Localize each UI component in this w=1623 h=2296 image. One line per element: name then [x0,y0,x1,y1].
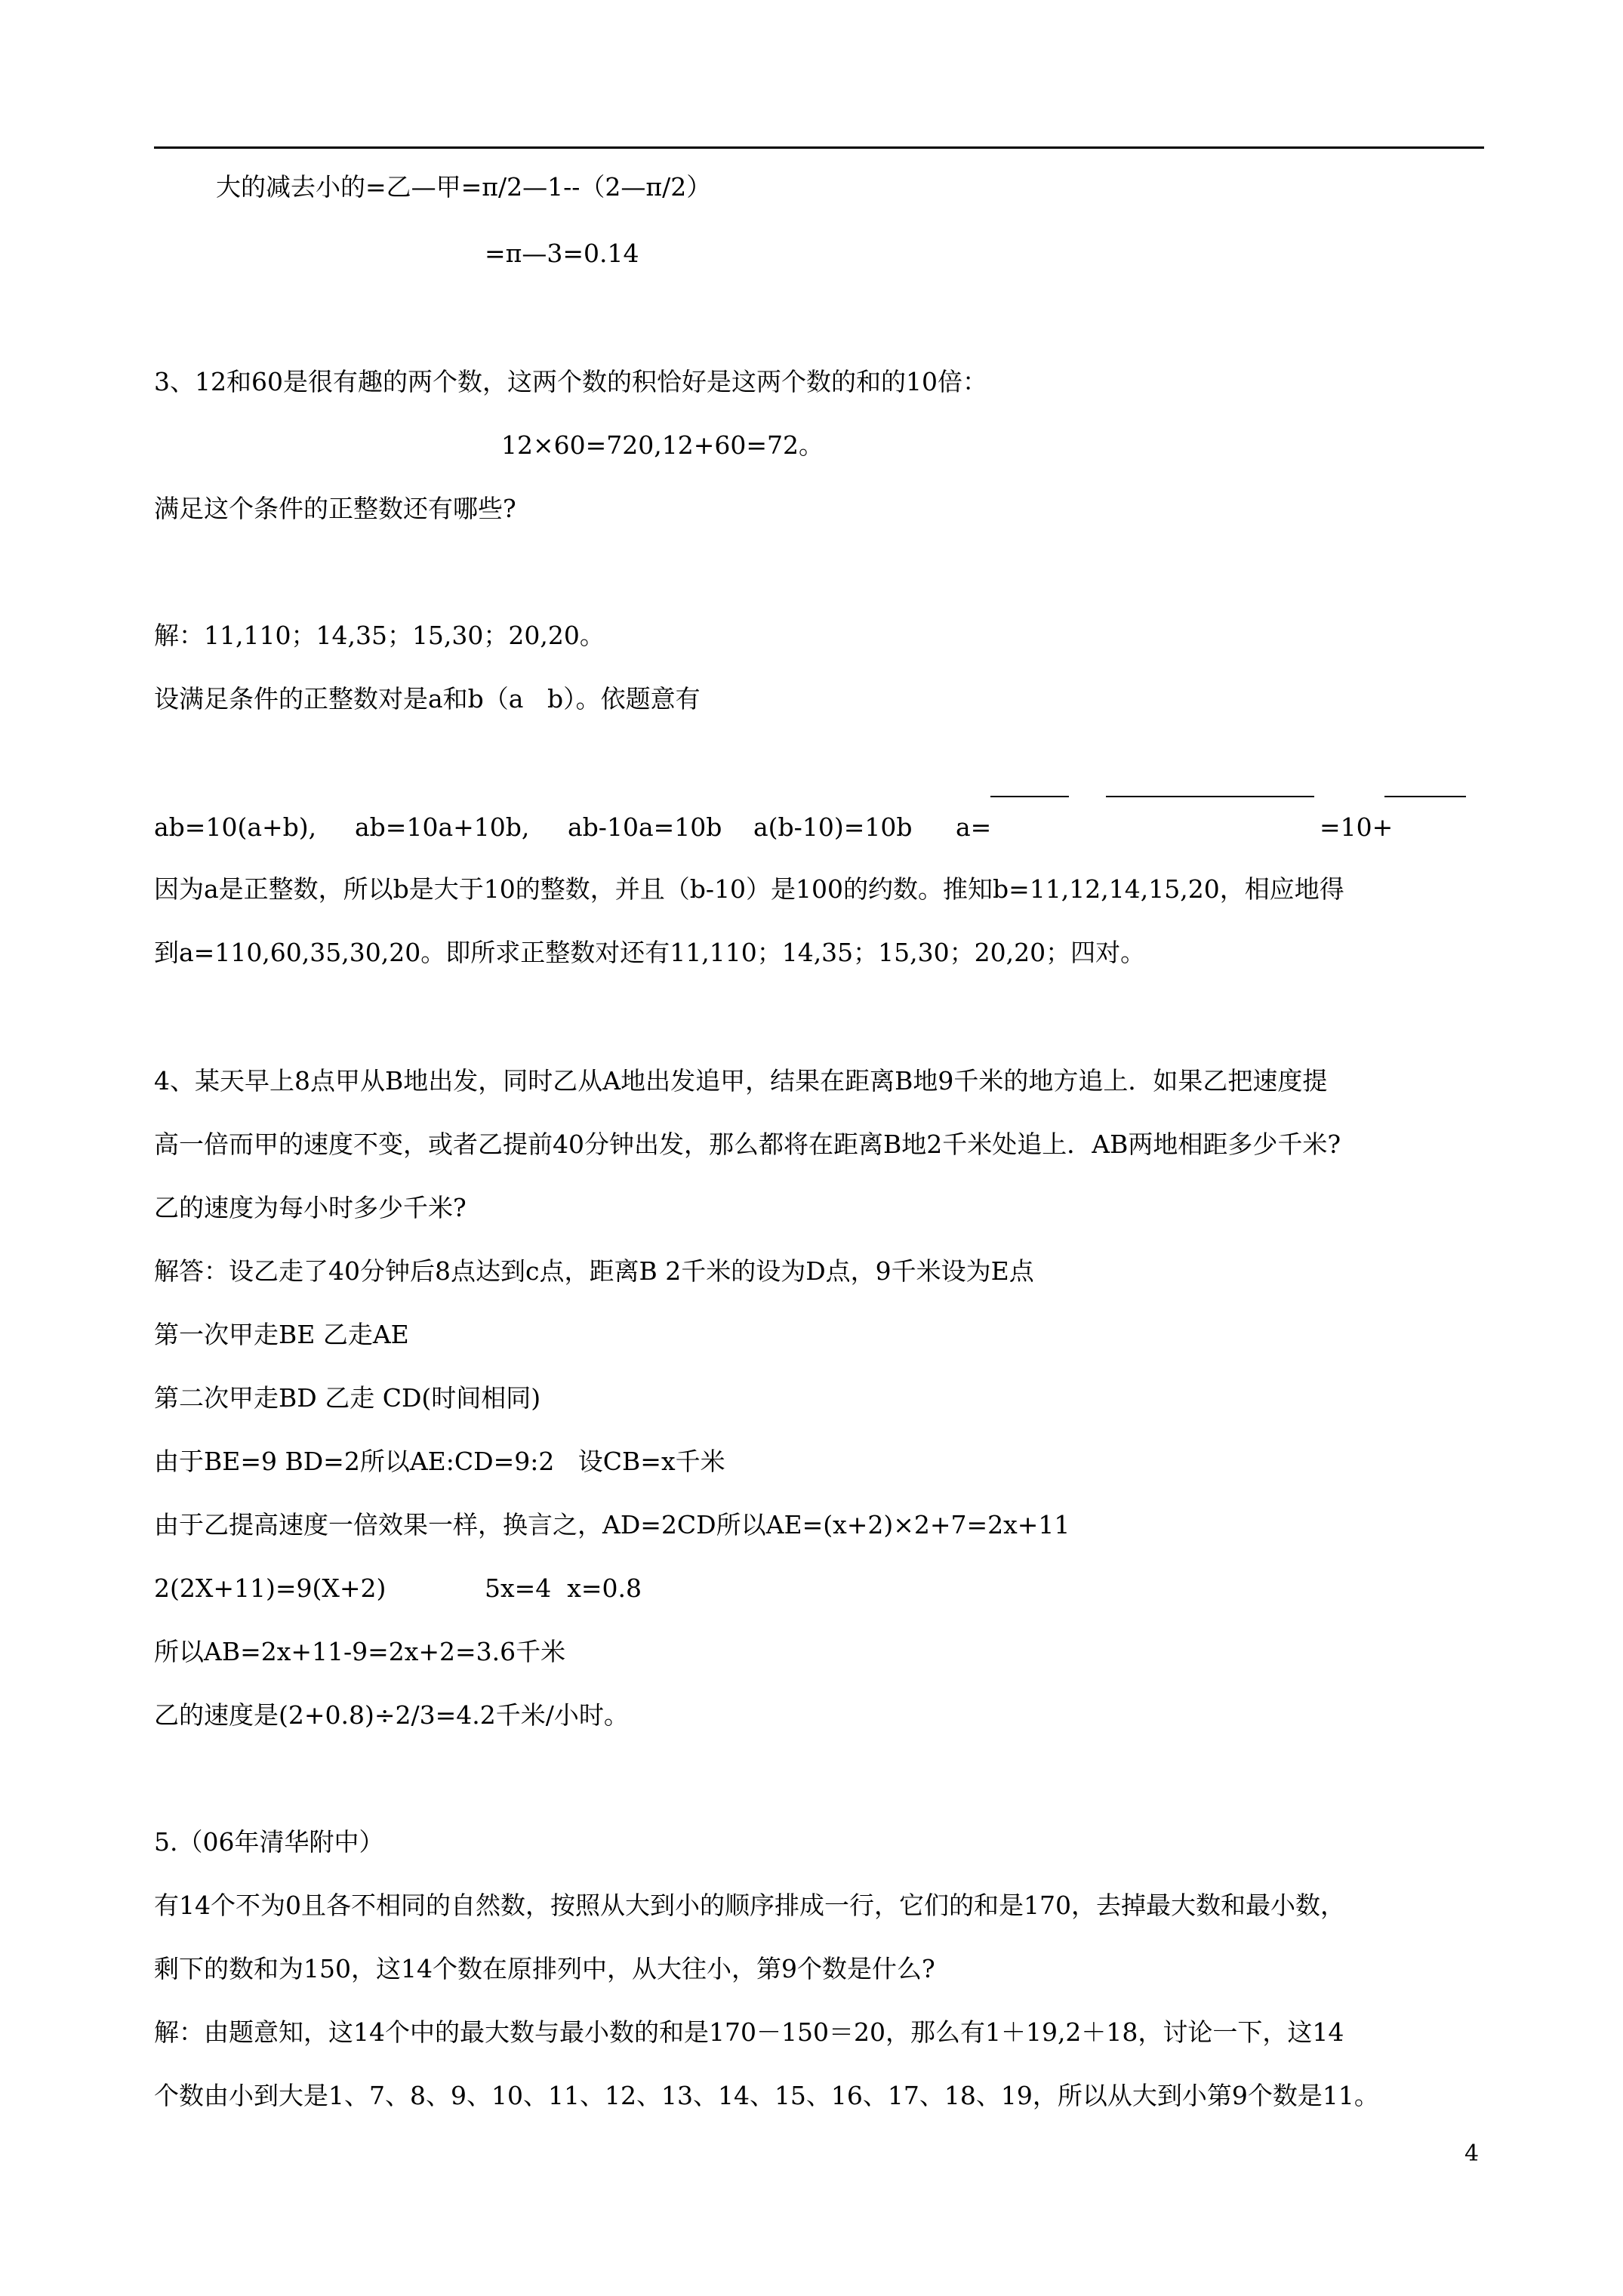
derivation-eq: ab=10(a+b), [154,812,317,842]
problem-3-equation: 12×60=720,12+60=72。 [501,430,824,460]
derivation-eq: a= [956,812,992,842]
problem-3-answer: 解：11,110；14,35；15,30；20,20。 [154,621,605,650]
text-line: 大的减去小的=乙—甲=π/2—1--（2—π/2） [216,172,712,202]
problem-3-setup: 设满足条件的正整数对是a和b（a b）。依题意有 [154,684,701,713]
problem-4-solution: 2(2X+11)=9(X+2) [154,1573,387,1603]
derivation-eq: a(b-10)=10b [753,812,913,842]
problem-3-question: 3、12和60是很有趣的两个数，这两个数的积恰好是这两个数的和的10倍： [154,367,987,396]
derivation-eq: ab=10a+10b, [355,812,530,842]
problem-4-solution: 由于乙提高速度一倍效果一样，换言之，AD=2CD所以AE=(x+2)×2+7=2x+11 [154,1510,1070,1539]
problem-4-question: 4、某天早上8点甲从B地出发，同时乙从A地出发追甲，结果在距离B地9千米的地方追上．如果乙把速度提 [154,1066,1328,1096]
problem-4-question: 乙的速度为每小时多少千米? [154,1193,467,1222]
problem-4-solution: 所以AB=2x+11-9=2x+2=3.6千米 [154,1637,566,1666]
problem-4-solution: 5x=4 x=0.8 [485,1573,642,1603]
problem-5-title: 5.（06年清华附中） [154,1827,384,1857]
problem-4-solution: 乙的速度是(2+0.8)÷2/3=4.2千米/小时。 [154,1700,629,1730]
derivation-eq: ab-10a=10b [568,812,722,842]
header-rule [154,146,1484,149]
page-number: 4 [1464,2140,1480,2167]
derivation-eq: =10+ [1320,812,1394,842]
problem-4-solution: 第一次甲走BE 乙走AE [154,1320,409,1349]
problem-5-answer: 个数由小到大是1、7、8、9、10、11、12、13、14、15、16、17、18、19，所以从大到小第9个数是11。 [154,2081,1379,2110]
problem-4-solution: 解答：设乙走了40分钟后8点达到c点，距离B 2千米的设为D点，9千米设为E点 [154,1256,1034,1286]
fraction-bar [1384,796,1466,797]
problem-3-reason: 到a=110,60,35,30,20。即所求正整数对还有11,110；14,35；15,30；20,20；四对。 [154,938,1146,967]
problem-5-question: 剩下的数和为150，这14个数在原排列中，从大往小，第9个数是什么? [154,1954,935,1983]
problem-4-solution: 由于BE=9 BD=2所以AE:CD=9:2 设CB=x千米 [154,1447,725,1476]
problem-5-question: 有14个不为0且各不相同的自然数，按照从大到小的顺序排成一行，它们的和是170，去掉最大数和最小数， [154,1891,1345,1920]
problem-4-solution: 第二次甲走BD 乙走 CD(时间相同) [154,1383,541,1413]
problem-4-question: 高一倍而甲的速度不变，或者乙提前40分钟出发，那么都将在距离B地2千米处追上．AB两地相距多少千米? [154,1130,1341,1159]
problem-3-ask: 满足这个条件的正整数还有哪些? [154,494,516,523]
problem-3-reason: 因为a是正整数，所以b是大于10的整数，并且（b-10）是100的约数。推知b=11,12,14,15,20，相应地得 [154,874,1344,904]
fraction-bar [990,796,1069,797]
text-line: =π—3=0.14 [485,239,639,268]
problem-5-answer: 解：由题意知，这14个中的最大数与最小数的和是170－150＝20，那么有1＋19,2＋18，讨论一下，这14 [154,2017,1344,2047]
fraction-bar [1106,796,1314,797]
